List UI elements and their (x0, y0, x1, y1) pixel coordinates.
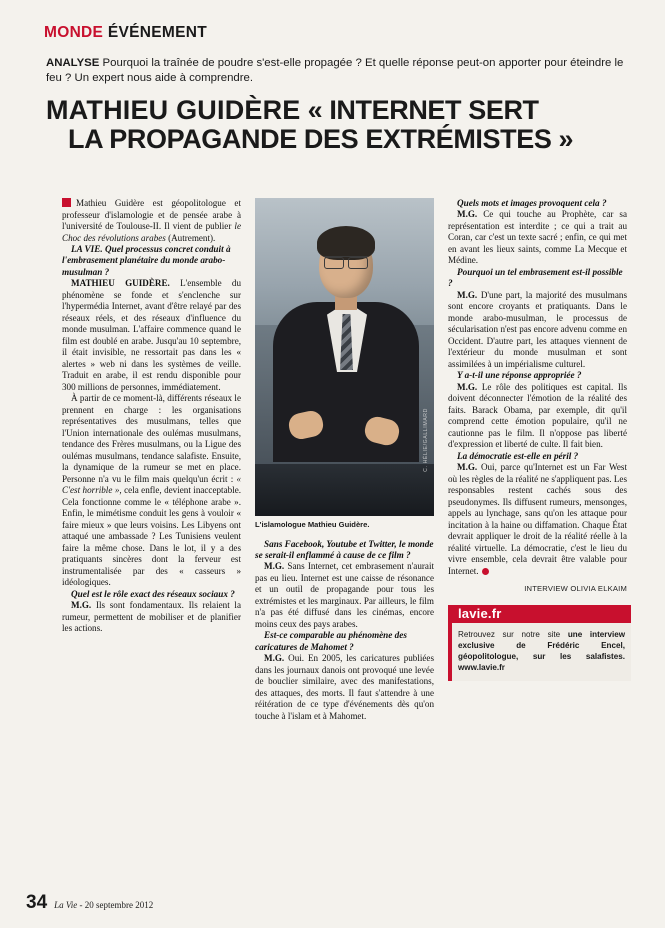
column-1 (62, 198, 241, 888)
answer-1-p2 (62, 393, 241, 589)
answer-3-text: Sans Internet, cet embrasement n'aurait pas eu lieu. Internet est une caisse de résonance et un outil de propagande pour tous les extrémistes et les marginaux. Par ailleurs, le film n'a pas été diffusé dans les cinémas, encore moins ceux des pays arabes. (255, 561, 434, 629)
column-3 (448, 198, 627, 888)
page-footer (26, 892, 153, 914)
answer-1-text: L'ensemble du phénomène se fonde et s'enclenche sur l'hypermédia Internet, avant d'être relayé par des réseaux réels, et des réseaux d'influence du monde musulman. L'affaire commence quand le film est doublé en arabe. Jusqu'au 10 septembre, il était invisible, ne ressortait pas dans les « alertes » web ni dans les systèmes de veille. Traduit en arabe, il est rendu disponible pour 300 millions de personnes, immédiatement. (62, 278, 241, 392)
column-2 (255, 198, 434, 888)
page-number: 34 (26, 892, 48, 913)
answer-speaker: M.G. (264, 653, 285, 664)
question-3: Sans Facebook, Youtube et Twitter, le monde se serait-il enflammé à cause de ce film ? (255, 538, 434, 560)
answer-4-text: Oui. En 2005, les caricatures publiées dans les journaux danois ont provoqué une levée de bouclier similaire, avec des manifestations, des attaques, des morts. Il faut s'attendre à une réitération de ce type d'événements dès qu'on touche à l'islam et à Mahomet. (255, 653, 434, 721)
answer-5 (448, 209, 627, 267)
question-5: Quels mots et images provoquent cela ? (457, 198, 607, 208)
analyse-tag: ANALYSE (46, 57, 100, 69)
answer-1-p1 (62, 278, 241, 393)
photo-caption: L'islamologue Mathieu Guidère. (255, 520, 370, 529)
answer-speaker: M.G. (457, 209, 478, 220)
standfirst (46, 56, 639, 86)
analyse-text: Pourquoi la traînée de poudre s'est-elle propagée ? Et quelle réponse peut-on apporter pour éteindre le feu ? Un expert nous aide à comprendre. (46, 57, 624, 85)
headline-name: MATHIEU GUIDÈRE (46, 95, 301, 126)
headline-quote-line2: LA PROPAGANDE DES EXTRÉMISTES » (68, 124, 574, 155)
answer-4 (255, 653, 434, 722)
promo-box[interactable] (448, 605, 631, 682)
answer-6-text: D'une part, la majorité des musulmans sont encore croyants et pratiquants. Dans le monde arabo-musulman, le processus de sécularisation n'est pas encore advenu comme en Occident. D'autre part, les attaques viennent de l'extérieur du monde musulman et sont assimilées à un impérialisme culturel. (448, 289, 627, 369)
headline-quote-line1: « INTERNET SERT (300, 95, 539, 126)
answer-7-text: Le rôle des politiques est capital. Ils doivent déconnecter l'émotion de la réalité des faits. Barack Obama, par exemple, dit qu'il comprend cette émotion populaire, qu'il ne cautionne pas le film. Il n'oppose pas liberté d'expression et liberté de culte. Il fait bien. (448, 381, 627, 450)
question-4: Est-ce comparable au phénomène des caricatures de Mahomet ? (255, 630, 407, 652)
promo-line-1: Retrouvez sur notre site (458, 630, 561, 640)
answer-speaker: M.G. (457, 462, 478, 473)
promo-body (452, 623, 631, 681)
answer-6 (448, 290, 627, 371)
interview-credit: INTERVIEW OLIVIA ELKAIM (524, 584, 627, 594)
promo-line-2: une interview exclusive de Frédéric Encel, géopolitologue, sur les salafistes. (458, 630, 626, 662)
answer-speaker: MATHIEU GUIDÈRE. (71, 278, 170, 289)
question-8: La démocratie est-elle en péril ? (457, 450, 579, 461)
question-1-text: Quel processus concret conduit à l'embrasement planétaire du monde arabo-musulman ? (62, 244, 231, 277)
photo-hair (317, 226, 375, 260)
answer-1-p2-a: À partir de ce moment-là, différents réseaux le prennent en charge : les organisations représentatives des musulmans, telles que l'Union internationale des oulémas musulmans, tendance des Frères musulmans, ou la Ligue des oulémas musulmans, tendance salafiste. Ensuite, la dynamique de la rumeur se met en place. Personne n'a vu le film mais quelqu'un écrit : (62, 393, 241, 484)
end-of-article-dot (482, 568, 489, 575)
publication-date: - 20 septembre 2012 (77, 900, 154, 910)
portrait-photo (255, 198, 434, 516)
kicker-monde: MONDE (44, 24, 104, 41)
answer-speaker: M.G. (457, 381, 478, 392)
answer-8-text: Oui, parce qu'Internet est un Far West où les règles de la réalité ne s'appliquent pas. Les responsables restent cachés sous des pseudonymes. Ils diffusent rumeurs, mensonges, appels au lynchage, sans qu'on les attaque pour incitation à la haine ou diffamation. Chaque État devrait appliquer le droit de la réalité réelle à la réalité virtuelle. La démocratie, c'est le lieu du vivre ensemble, cela devrait être valable pour Internet. (448, 462, 627, 576)
question-1 (62, 244, 241, 278)
kicker-evenement: ÉVÉNEMENT (107, 24, 207, 41)
answer-speaker: M.G. (71, 600, 92, 611)
answer-3 (255, 561, 434, 630)
answer-7 (448, 382, 627, 451)
answer-speaker: M.G. (264, 561, 285, 572)
answer-2 (62, 600, 241, 635)
answer-5-text: Ce qui touche au Prophète, car sa représentation est interdite ; ce qui a trait au Coran, car c'est un texte sacré ; enfin, ce qui met en avant les lieux saints, comme La Mecque et Médine. (448, 209, 627, 266)
answer-speaker: M.G. (457, 289, 478, 300)
answer-1-p2-b: , cela enfle, devient inacceptable. Cela fonctionne comme le « téléphone arabe ». Enfin, le mimétisme conduit les gens à vouloir « faire mieux » que leurs voisins. Les Libyens ont attaqué une ambassade ? Les Tunisiens veulent faire la même chose. Dans le lot, il y a des pratiquants sincères dont la ferveur est instrumentalisée par des « casseurs » idéologiques. (62, 485, 242, 588)
glasses-icon (324, 256, 368, 268)
photo-block (255, 198, 434, 531)
author-bio (62, 198, 241, 244)
article-columns (62, 198, 627, 888)
photo-desk (255, 464, 434, 516)
bio-text: Mathieu Guidère est géopolitologue et professeur d'islamologie et de pensée arabe à l'université de Toulouse-II. Il vient de publier (62, 198, 241, 231)
promo-url[interactable]: www.lavie.fr (458, 663, 505, 673)
publication-name: La Vie (54, 900, 78, 910)
bio-book-title: le Choc des révolutions arabes (62, 221, 241, 243)
interviewer-label: LA VIE. (71, 244, 103, 254)
page-title (46, 96, 639, 154)
section-kicker (44, 24, 639, 42)
answer-2-text: Ils sont fondamentaux. Ils relaient la rumeur, permettent de mobiliser et de planifier les actions. (62, 600, 241, 634)
answer-8 (448, 462, 627, 577)
question-7: Y a-t-il une réponse appropriée ? (457, 370, 582, 381)
footer-publication-line (54, 900, 153, 910)
question-6: Pourquoi un tel embrasement est-il possible ? (448, 266, 623, 289)
question-2: Quel est le rôle exact des réseaux sociaux ? (71, 588, 235, 599)
promo-brand[interactable]: lavie.fr (452, 605, 631, 624)
answer-1-quote: « C'est horrible » (62, 473, 241, 496)
photo-credit: C. HÉLIE/GALLIMARD (422, 408, 429, 472)
bio-publisher: (Autrement). (165, 232, 216, 243)
red-square-icon (62, 198, 71, 207)
